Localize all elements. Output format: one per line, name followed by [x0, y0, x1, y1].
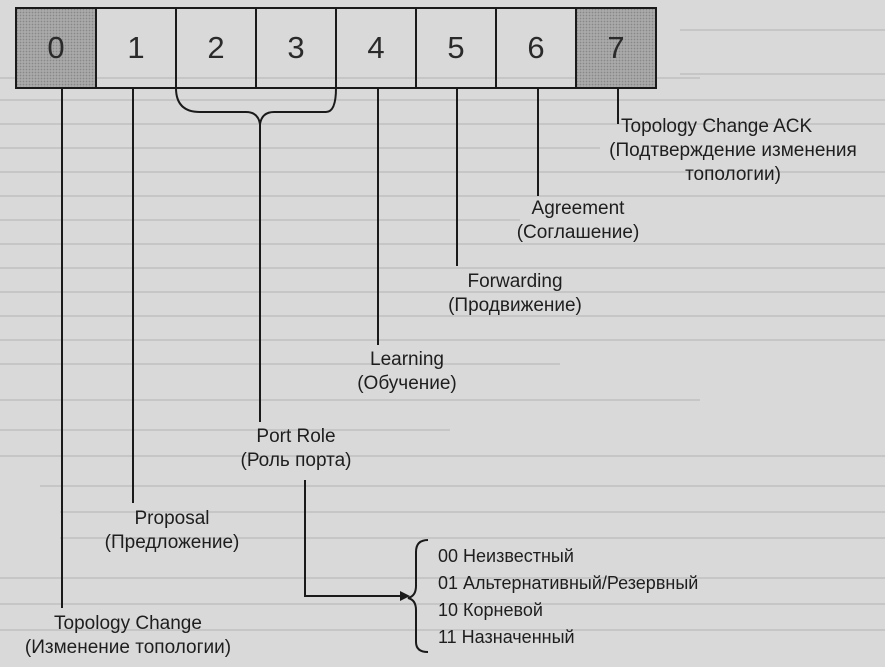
bit-cell-1: 1 — [127, 30, 145, 65]
agreement-ru: (Соглашение) — [516, 222, 640, 243]
bit-cell-6: 6 — [527, 30, 545, 65]
label-topology-change-ack-ru — [586, 139, 880, 187]
tc-ack-ru-line2: топологии) — [685, 164, 781, 185]
forwarding-ru: (Продвижение) — [448, 295, 582, 316]
label-forwarding — [440, 270, 590, 318]
label-topology-change-ack — [621, 115, 812, 139]
label-port-role — [226, 425, 366, 473]
bit-cell-0: 0 — [16, 8, 96, 88]
port-role-ru: (Роль порта) — [240, 450, 352, 471]
port-role-en: Port Role — [256, 426, 336, 447]
port-role-value-alternate-backup: 01 Альтернативный/Резервный — [438, 573, 699, 593]
port-role-brace — [176, 88, 336, 124]
topology-change-ru: (Изменение топологии) — [24, 637, 232, 658]
topology-change-en: Topology Change — [54, 613, 202, 634]
tc-ack-ru-line1: (Подтверждение изменения — [609, 140, 857, 161]
forwarding-en: Forwarding — [467, 271, 563, 292]
port-role-values-brace — [408, 540, 428, 652]
bit-cell-5: 5 — [447, 30, 465, 65]
label-learning — [342, 348, 472, 396]
port-role-values-list — [438, 543, 698, 651]
proposal-en: Proposal — [134, 508, 210, 529]
bit-cell-4: 4 — [367, 30, 385, 65]
port-role-value-unknown: 00 Неизвестный — [438, 546, 574, 566]
port-role-value-root: 10 Корневой — [438, 600, 543, 620]
proposal-ru: (Предложение) — [104, 532, 240, 553]
bit-cell-3: 3 — [287, 30, 305, 65]
bit-cell-7: 7 — [576, 8, 656, 88]
tc-ack-en: Topology Change ACK — [621, 116, 813, 137]
learning-en: Learning — [370, 349, 444, 370]
learning-ru: (Обучение) — [357, 373, 457, 394]
port-role-value-designated: 11 Назначенный — [438, 627, 575, 647]
bit-cell-2: 2 — [207, 30, 225, 65]
arrow-head — [400, 591, 410, 601]
port-role-values-connector — [305, 480, 400, 596]
agreement-en: Agreement — [531, 198, 625, 219]
label-agreement — [508, 197, 648, 245]
label-topology-change — [0, 612, 256, 660]
label-proposal — [92, 507, 252, 555]
